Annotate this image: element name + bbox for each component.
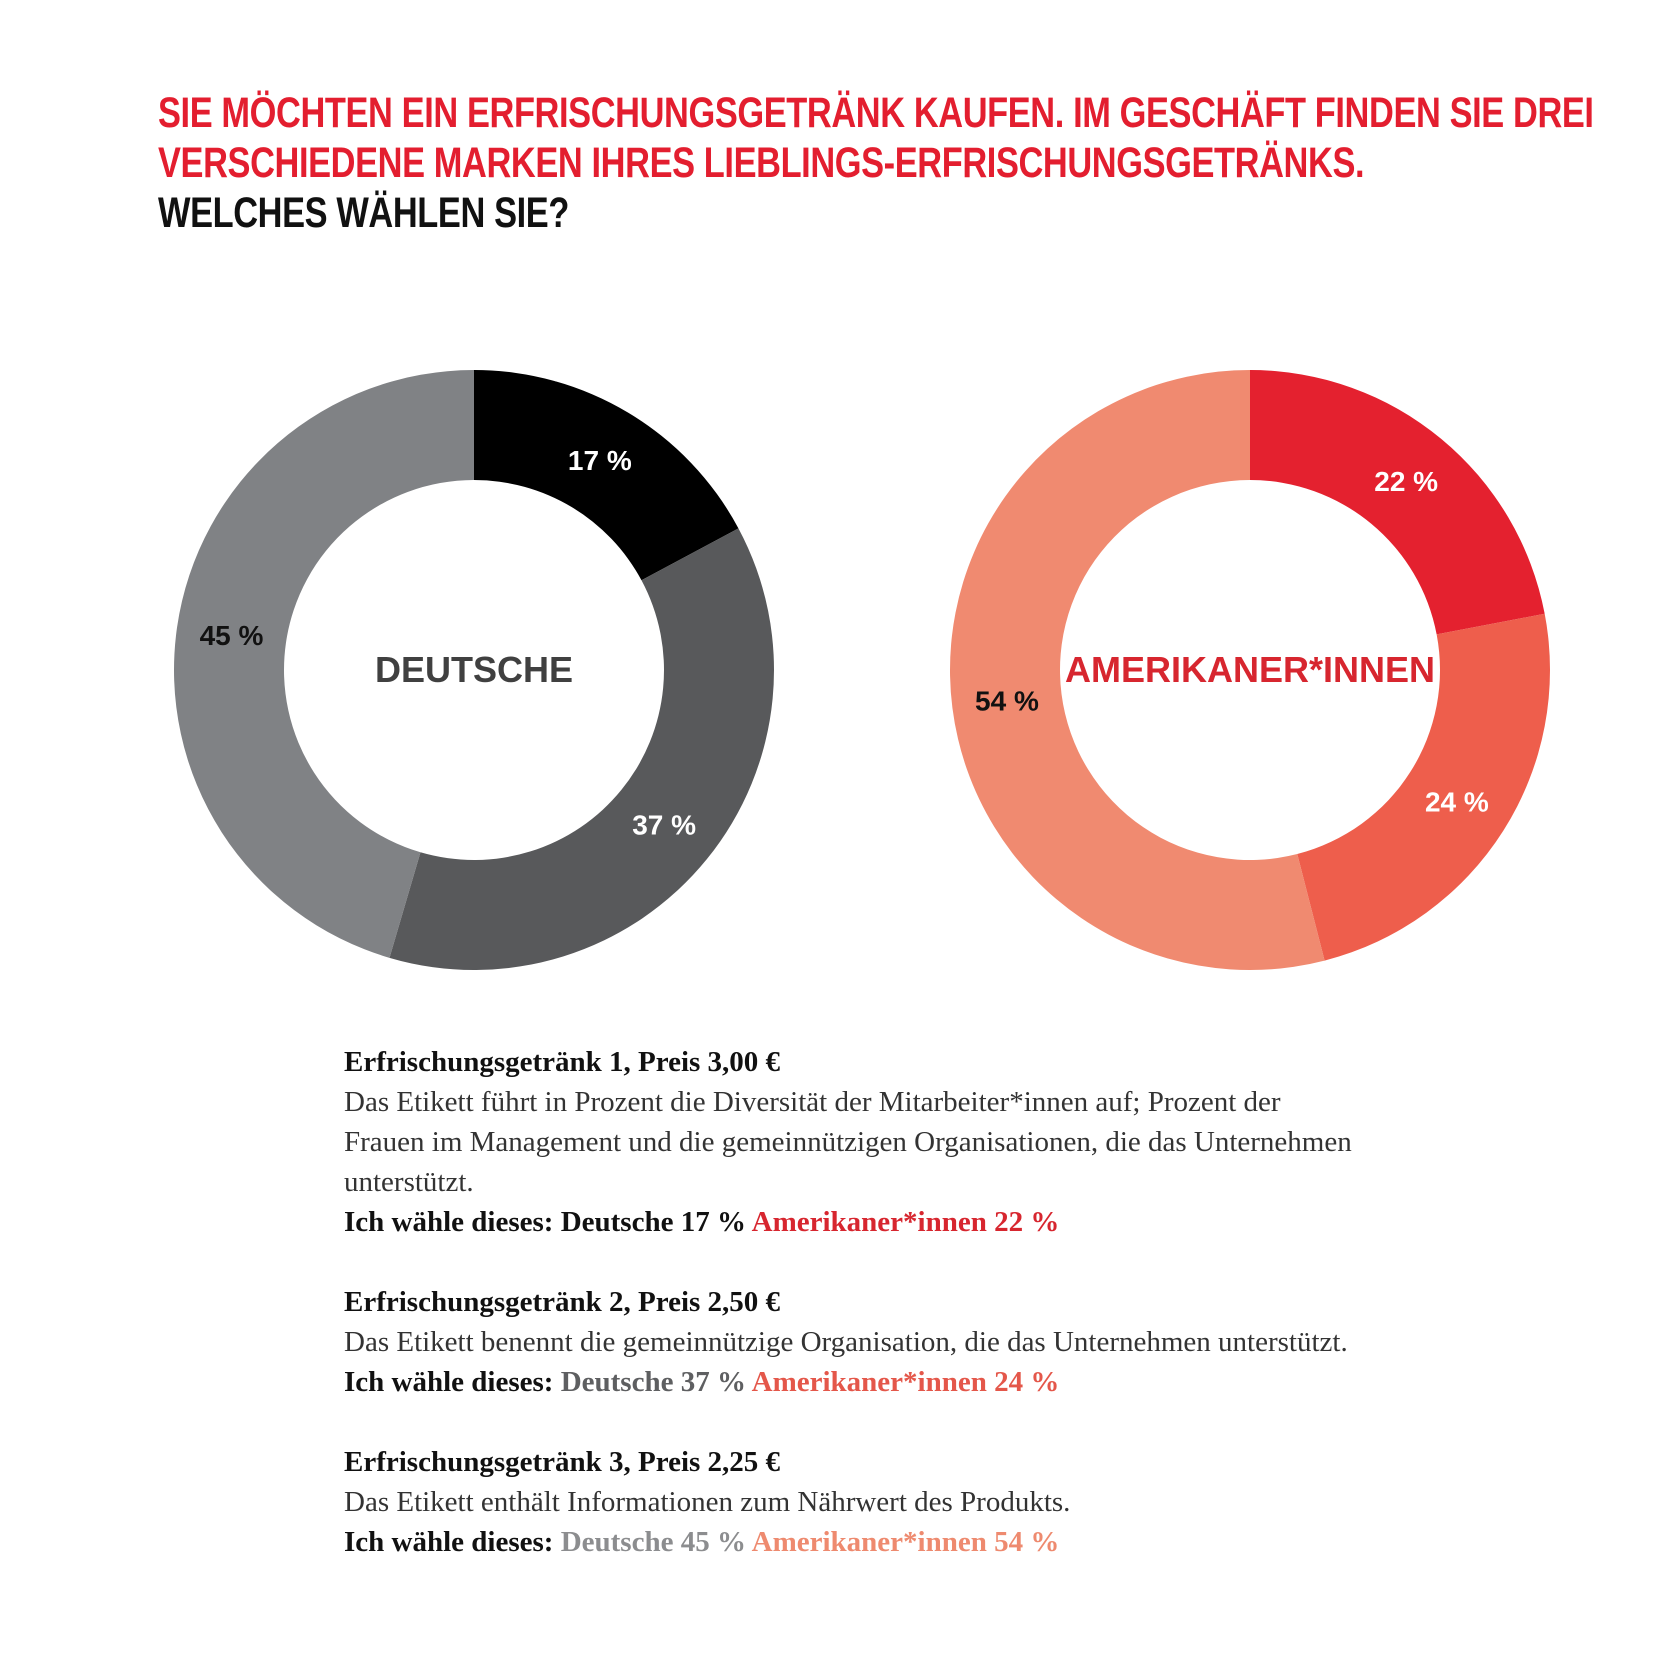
- choice-label: Ich wähle dieses:: [344, 1526, 554, 1558]
- option-description: Das Etikett führt in Prozent die Diversität der Mitarbeiter*innen auf; Prozent der Frauen im Management und die gemeinnützigen Organisationen, die das Unternehmen unterstützt.: [344, 1086, 1352, 1198]
- donut-center-label: AMERIKANER*INNEN: [1064, 649, 1436, 690]
- option-choice: [344, 1362, 1364, 1402]
- headline-line-1: SIE MÖCHTEN EIN ERFRISCHUNGSGETRÄNK KAUFEN. IM GESCHÄFT FINDEN SIE DREI: [158, 89, 1594, 137]
- choice-label: Ich wähle dieses:: [344, 1366, 554, 1398]
- slice-label: 54 %: [975, 685, 1039, 717]
- choice-label: Ich wähle dieses:: [344, 1206, 554, 1238]
- choice-amerikaner: Amerikaner*innen 22 %: [751, 1206, 1060, 1238]
- choice-amerikaner: Amerikaner*innen 54 %: [751, 1526, 1060, 1558]
- option-choice: [344, 1522, 1364, 1562]
- choice-deutsche: Deutsche 37 %: [560, 1366, 746, 1398]
- slice-label: 45 %: [199, 620, 264, 652]
- option-2: [344, 1282, 1364, 1402]
- donut-center-label: DEUTSCHE: [374, 649, 574, 690]
- headline-line-2: VERSCHIEDENE MARKEN IHRES LIEBLINGS-ERFRISCHUNGSGETRÄNKS.: [158, 139, 1365, 187]
- option-description: Das Etikett benennt die gemeinnützige Organisation, die das Unternehmen unterstützt.: [344, 1326, 1348, 1358]
- option-description: Das Etikett enthält Informationen zum Nährwert des Produkts.: [344, 1486, 1071, 1518]
- option-1: [344, 1042, 1364, 1242]
- choice-deutsche: Deutsche 45 %: [560, 1526, 746, 1558]
- choice-deutsche: Deutsche 17 %: [560, 1206, 746, 1238]
- option-title: Erfrischungsgetränk 3, Preis 2,25 €: [344, 1446, 781, 1478]
- donut-chart-amerikaner: [934, 354, 1566, 986]
- slice-label: 37 %: [632, 809, 697, 841]
- donut-chart-deutsche: [158, 354, 790, 986]
- option-choice: [344, 1202, 1364, 1242]
- slice-label: 17 %: [567, 444, 632, 476]
- donut-slice: [389, 528, 774, 970]
- slice-label: 22 %: [1374, 466, 1439, 498]
- donut-slice: [1250, 370, 1545, 634]
- slice-label: 24 %: [1424, 786, 1489, 818]
- option-title: Erfrischungsgetränk 2, Preis 2,50 €: [344, 1286, 781, 1318]
- options-list: [344, 1042, 1364, 1602]
- option-title: Erfrischungsgetränk 1, Preis 3,00 €: [344, 1046, 781, 1078]
- option-3: [344, 1442, 1364, 1562]
- headline: [158, 88, 1594, 238]
- choice-amerikaner: Amerikaner*innen 24 %: [751, 1366, 1060, 1398]
- headline-question: WELCHES WÄHLEN SIE?: [158, 189, 569, 237]
